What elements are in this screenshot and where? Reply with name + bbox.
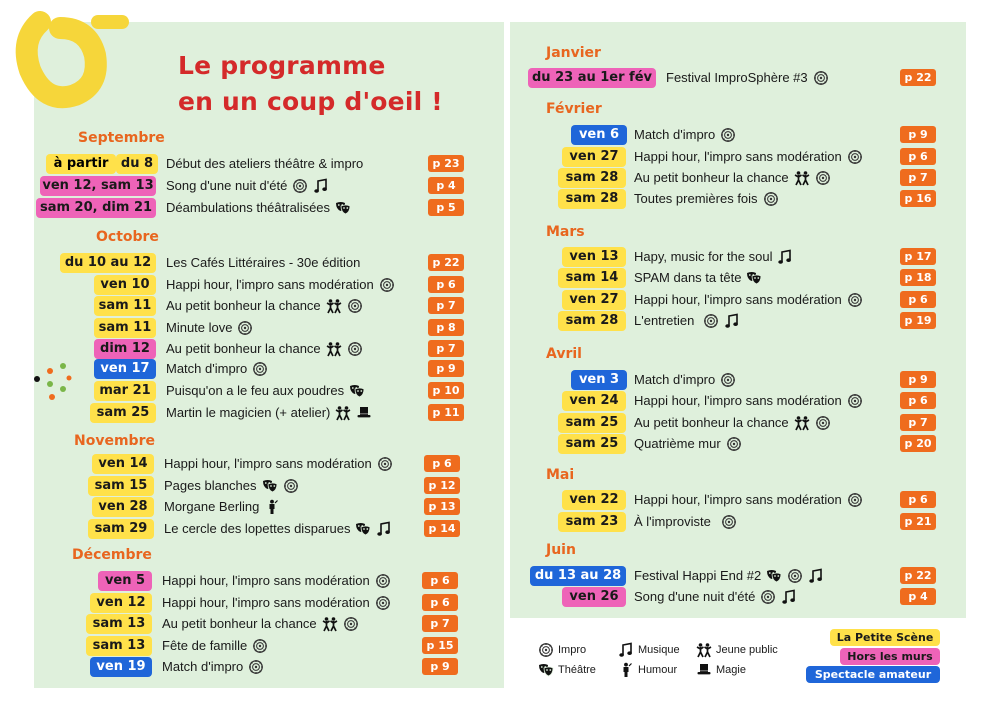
date-badge: ven 12, sam 13 — [40, 176, 156, 196]
event-title — [634, 189, 779, 209]
impro-icon — [538, 642, 554, 658]
event-title — [634, 268, 762, 288]
music-icon — [781, 589, 797, 605]
jeune-public-icon — [794, 170, 810, 186]
page-badge: p 7 — [422, 615, 458, 632]
impro-icon — [847, 292, 863, 308]
legend-impro — [538, 642, 586, 658]
page-badge: p 22 — [428, 254, 464, 271]
jeune-public-icon — [322, 616, 338, 632]
list-item — [0, 391, 960, 412]
impro-icon — [787, 568, 803, 584]
date-badge: ven 14 — [92, 454, 154, 474]
date-badge: sam 11 — [94, 318, 156, 338]
legend-label: Jeune public — [716, 644, 778, 656]
date-badge: sam 14 — [558, 268, 626, 288]
magie-icon — [696, 662, 712, 678]
impro-icon — [720, 372, 736, 388]
event-label: Au petit bonheur la chance — [162, 616, 317, 631]
theatre-icon — [766, 568, 782, 584]
page-badge: p 13 — [424, 498, 460, 515]
event-title — [162, 657, 264, 677]
legend-tag-amateur: Spectacle amateur — [806, 666, 940, 683]
legend-tag-petite-scene: La Petite Scène — [830, 629, 940, 646]
page-badge: p 6 — [424, 455, 460, 472]
event-label: Happi hour, l'impro sans modération — [166, 277, 374, 292]
date-badge: sam 23 — [558, 512, 626, 532]
page-badge: p 6 — [428, 276, 464, 293]
date-badge: du 23 au 1er fév — [528, 68, 656, 88]
page-badge: p 7 — [428, 297, 464, 314]
impro-icon — [760, 589, 776, 605]
event-label: Au petit bonheur la chance — [166, 298, 321, 313]
theatre-icon — [538, 662, 554, 678]
event-label: Au petit bonheur la chance — [166, 341, 321, 356]
month-janvier: Janvier — [546, 45, 601, 61]
impro-icon — [720, 127, 736, 143]
page-badge: p 20 — [900, 435, 936, 452]
page-badge: p 22 — [900, 567, 936, 584]
event-title — [634, 370, 736, 390]
date-badge: mar 21 — [94, 381, 156, 401]
page-badge: p 12 — [424, 477, 460, 494]
event-label: Le cercle des lopettes disparues — [164, 521, 351, 536]
event-label: L'entretien — [634, 313, 695, 328]
event-label: Festival Happi End #2 — [634, 568, 762, 583]
date-badge: sam 25 — [558, 413, 626, 433]
date-end: du 8 — [116, 154, 158, 174]
page-badge: p 5 — [428, 199, 464, 216]
event-label: Au petit bonheur la chance — [634, 170, 789, 185]
event-label: Puisqu'on a le feu aux poudres — [166, 383, 345, 398]
impro-icon — [377, 456, 393, 472]
list-item — [0, 614, 480, 635]
event-title — [666, 68, 829, 88]
page-badge: p 19 — [900, 312, 936, 329]
jeune-public-icon — [326, 341, 342, 357]
legend — [510, 618, 966, 688]
event-title — [166, 339, 363, 359]
month-octobre: Octobre — [96, 229, 159, 245]
list-item — [0, 370, 960, 391]
page-badge: p 9 — [900, 126, 936, 143]
date-badge: ven 6 — [571, 125, 627, 145]
month-decembre: Décembre — [72, 547, 152, 563]
event-label: SPAM dans ta tête — [634, 270, 742, 285]
date-badge: sam 13 — [86, 636, 152, 656]
impro-icon — [343, 616, 359, 632]
page-badge: p 6 — [900, 491, 936, 508]
event-title — [634, 413, 831, 433]
date-badge: ven 27 — [562, 147, 626, 167]
date-badge: sam 11 — [94, 296, 156, 316]
legend-label: Impro — [558, 644, 587, 656]
date-badge: sam 13 — [86, 614, 152, 634]
event-label: Quatrième mur — [634, 436, 721, 451]
event-label: Happi hour, l'impro sans modération — [634, 149, 842, 164]
page-badge: p 6 — [900, 392, 936, 409]
impro-icon — [248, 659, 264, 675]
impro-icon — [815, 170, 831, 186]
event-label: Festival ImproSphère #3 — [666, 70, 808, 85]
legend-theatre — [538, 662, 596, 678]
event-title — [634, 290, 863, 310]
music-icon — [808, 568, 824, 584]
event-label: Pages blanches — [164, 478, 257, 493]
page-badge: p 22 — [900, 69, 936, 86]
list-item — [0, 413, 960, 434]
event-title — [634, 391, 863, 411]
list-item — [0, 454, 480, 475]
date-badge: ven 3 — [571, 370, 627, 390]
date-badge: sam 28 — [558, 189, 626, 209]
impro-icon — [721, 514, 737, 530]
page-badge: p 7 — [428, 340, 464, 357]
list-item — [0, 168, 960, 189]
event-label: Début des ateliers théâtre & impro — [166, 156, 364, 171]
page-badge: p 9 — [422, 658, 458, 675]
event-label: Morgane Berling — [164, 499, 260, 514]
event-title — [164, 454, 393, 474]
page-badge: p 6 — [900, 291, 936, 308]
page-badge: p 6 — [422, 594, 458, 611]
event-label: À l'improviste — [634, 514, 711, 529]
date-start: à partir — [46, 154, 116, 174]
legend-tag-hors-murs: Hors les murs — [840, 648, 940, 665]
date-badge: ven 26 — [562, 587, 626, 607]
event-title — [634, 512, 737, 532]
date-badge: ven 13 — [562, 247, 626, 267]
event-title — [634, 168, 831, 188]
date-badge: dim 12 — [94, 339, 156, 359]
page-badge: p 11 — [428, 404, 464, 421]
humour-icon — [618, 662, 634, 678]
legend-jeune-public — [696, 642, 778, 658]
page-badge: p 9 — [900, 371, 936, 388]
event-label: Happi hour, l'impro sans modération — [634, 393, 842, 408]
event-label: Match d'impro — [634, 372, 716, 387]
event-label: Happi hour, l'impro sans modération — [162, 573, 370, 588]
list-item — [0, 657, 480, 678]
date-badge: sam 28 — [558, 311, 626, 331]
date-badge: sam 25 — [90, 403, 156, 423]
list-item — [0, 566, 960, 587]
event-label: Toutes premières fois — [634, 191, 758, 206]
month-mai: Mai — [546, 467, 575, 483]
month-septembre: Septembre — [78, 130, 165, 146]
legend-label: Musique — [638, 644, 680, 656]
list-item — [0, 587, 960, 608]
impro-icon — [847, 149, 863, 165]
date-badge: du 10 au 12 — [60, 253, 156, 273]
page-badge: p 7 — [900, 169, 936, 186]
event-label: Match d'impro — [634, 127, 716, 142]
event-label: Happi hour, l'impro sans modération — [164, 456, 372, 471]
event-label: Match d'impro — [162, 659, 244, 674]
month-mars: Mars — [546, 224, 585, 240]
date-badge: ven 5 — [98, 571, 152, 591]
date-badge: ven 24 — [562, 391, 626, 411]
date-badge: sam 15 — [88, 476, 154, 496]
impro-icon — [847, 492, 863, 508]
date-badge: ven 17 — [94, 359, 156, 379]
impro-icon — [726, 436, 742, 452]
event-title — [634, 147, 863, 167]
title-line-2: en un coup d'oeil ! — [178, 87, 443, 116]
month-avril: Avril — [546, 346, 582, 362]
impro-icon — [252, 638, 268, 654]
event-title — [634, 311, 740, 331]
month-novembre: Novembre — [74, 433, 155, 449]
event-title — [634, 490, 863, 510]
page-badge: p 18 — [900, 269, 936, 286]
event-label: Match d'impro — [166, 361, 248, 376]
page-badge: p 9 — [428, 360, 464, 377]
page-badge: p 15 — [422, 637, 458, 654]
legend-label: Humour — [638, 664, 678, 676]
event-label: Les Cafés Littéraires - 30e édition — [166, 255, 361, 270]
list-item — [0, 311, 960, 332]
jeune-public-icon — [794, 415, 810, 431]
legend-label: Magie — [716, 664, 746, 676]
page-badge: p 14 — [424, 520, 460, 537]
date-badge: ven 27 — [562, 290, 626, 310]
music-icon — [618, 642, 634, 658]
date-badge: ven 19 — [90, 657, 152, 677]
music-icon — [724, 313, 740, 329]
date-badge: sam 20, dim 21 — [36, 198, 156, 218]
list-item — [0, 68, 960, 89]
event-title — [634, 587, 797, 607]
legend-humour — [618, 662, 677, 678]
impro-icon — [847, 393, 863, 409]
legend-magie — [696, 662, 746, 678]
impro-icon — [703, 313, 719, 329]
page-badge: p 8 — [428, 319, 464, 336]
month-juin: Juin — [546, 542, 576, 558]
page-badge: p 4 — [428, 177, 464, 194]
page-badge: p 7 — [900, 414, 936, 431]
page-badge: p 21 — [900, 513, 936, 530]
legend-label: Théâtre — [558, 664, 596, 676]
event-label: Martin le magicien (+ atelier) — [166, 405, 331, 420]
page-badge: p 17 — [900, 248, 936, 265]
list-item — [0, 268, 960, 289]
impro-icon — [813, 70, 829, 86]
event-title — [634, 247, 793, 267]
list-item — [0, 125, 960, 146]
event-label: Song d'une nuit d'été — [634, 589, 756, 604]
list-item — [0, 339, 480, 360]
event-label: Hapy, music for the soul — [634, 249, 773, 264]
date-badge: sam 29 — [88, 519, 154, 539]
list-item — [0, 512, 960, 533]
event-label: Déambulations théâtralisées — [166, 200, 331, 215]
list-item — [0, 636, 480, 657]
jeune-public-icon — [696, 642, 712, 658]
page-badge: p 10 — [428, 382, 464, 399]
page-badge: p 16 — [900, 190, 936, 207]
event-title — [162, 614, 359, 634]
title-line-1: Le programme — [178, 51, 386, 80]
event-label: Happi hour, l'impro sans modération — [634, 292, 842, 307]
date-badge: ven 22 — [562, 490, 626, 510]
month-fevrier: Février — [546, 101, 602, 117]
event-title — [634, 566, 824, 586]
page-badge: p 6 — [422, 572, 458, 589]
event-label: Song d'une nuit d'été — [166, 178, 288, 193]
page-badge: p 4 — [900, 588, 936, 605]
impro-icon — [815, 415, 831, 431]
list-item — [0, 247, 960, 268]
music-icon — [777, 249, 793, 265]
event-title — [162, 636, 268, 656]
list-item — [0, 434, 960, 455]
event-title — [634, 434, 742, 454]
date-badge: sam 28 — [558, 168, 626, 188]
event-label: Au petit bonheur la chance — [634, 415, 789, 430]
page-badge: p 23 — [428, 155, 464, 172]
event-label: Minute love — [166, 320, 233, 335]
impro-icon — [763, 191, 779, 207]
page-badge: p 6 — [900, 148, 936, 165]
event-label: Happi hour, l'impro sans modération — [634, 492, 842, 507]
event-label: Happi hour, l'impro sans modération — [162, 595, 370, 610]
list-item — [0, 189, 960, 210]
impro-icon — [347, 341, 363, 357]
legend-musique — [618, 642, 680, 658]
theatre-icon — [746, 270, 762, 286]
date-badge: ven 10 — [94, 275, 156, 295]
event-label: Fête de famille — [162, 638, 248, 653]
event-title — [634, 125, 736, 145]
date-badge: sam 25 — [558, 434, 626, 454]
list-item — [0, 490, 960, 511]
date-badge: du 13 au 28 — [530, 566, 626, 586]
list-item — [0, 290, 960, 311]
date-badge: ven 28 — [92, 497, 154, 517]
list-item — [0, 147, 960, 168]
date-badge: ven 12 — [90, 593, 152, 613]
